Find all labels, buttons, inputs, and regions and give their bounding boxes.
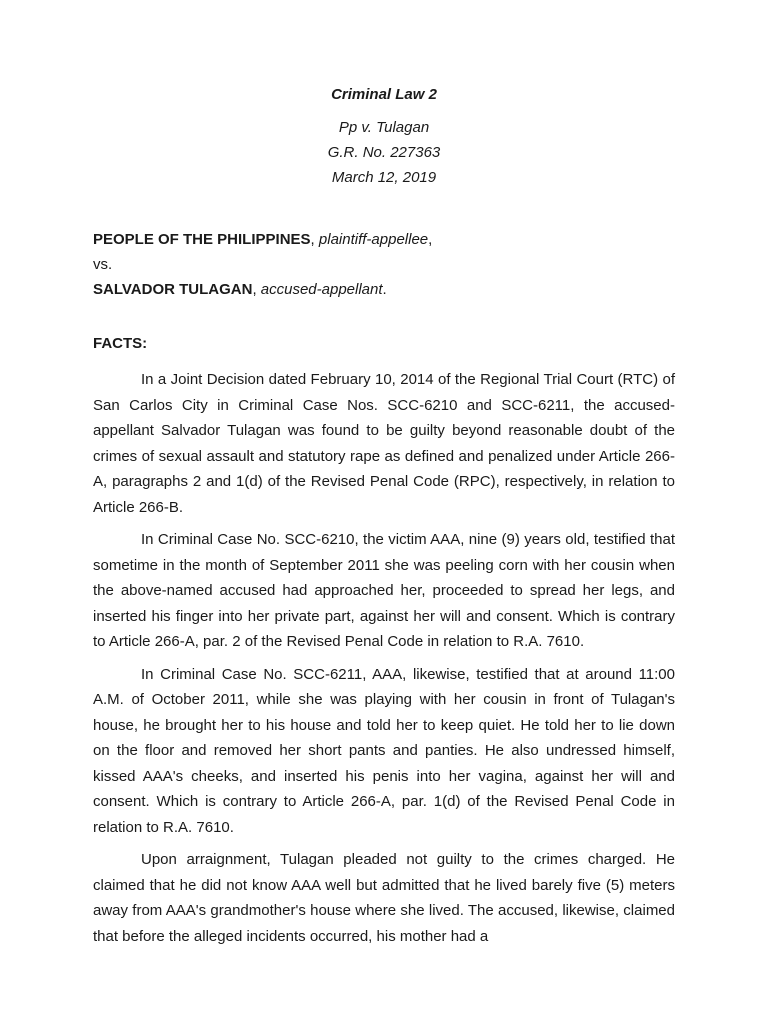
plaintiff-line [93,227,675,252]
facts-body [93,367,675,956]
plaintiff-role: plaintiff-appellee [318,231,429,248]
decision-date: March 12, 2019 [331,169,437,186]
parties-block [93,227,675,302]
plaintiff-end: , [428,231,433,248]
accused-end: . [382,281,387,298]
document-title: Criminal Law 2 [331,86,437,103]
facts-paragraph: In Criminal Case No. SCC-6210, the victim AAA, nine (9) years old, testified that sometime in the month of September 2011 she was peeling corn with her cousin when the above-named accused had approached her, proceeded to spread her legs, and inserted his finger into her private part, against her will and consent. Which is contrary to Article 266-A, par. 2 of the Revised Penal Code in relation to R.A. 7610. [93,531,675,650]
facts-heading: FACTS: [93,335,148,352]
accused-line [93,277,675,302]
gr-number: G.R. No. 227363 [327,144,441,161]
facts-paragraph: In a Joint Decision dated February 10, 2014 of the Regional Trial Court (RTC) of San Carlos City in Criminal Case Nos. SCC-6210 and SCC-6211, the accused-appellant Salvador Tulagan was found to be guilty beyond reasonable doubt of the crimes of sexual assault and statutory rape as defined and penalized under Article 266-A, paragraphs 2 and 1(d) of the Revised Penal Code (RPC), respectively, in relation to Article 266-B. [93,371,675,516]
accused-separator: , [252,281,261,298]
accused-role: accused-appellant [260,281,383,298]
accused-name: SALVADOR TULAGAN [93,281,253,298]
versus-line: vs. [93,256,113,273]
facts-paragraph: In Criminal Case No. SCC-6211, AAA, likewise, testified that at around 11:00 A.M. of October 2011, while she was playing with her cousin in front of Tulagan's house, he brought her to his house and told her to keep quiet. He told her to lie down on the floor and removed her short pants and panties. He also undressed himself, kissed AAA's cheeks, and inserted his penis into her vagina, against her will and consent. Which is contrary to Article 266-A, par. 1(d) of the Revised Penal Code in relation to R.A. 7610. [93,665,675,836]
plaintiff-name: PEOPLE OF THE PHILIPPINES [93,231,311,248]
plaintiff-separator: , [310,231,319,248]
case-title: Pp v. Tulagan [338,119,430,136]
facts-paragraph: Upon arraignment, Tulagan pleaded not guilty to the crimes charged. He claimed that he did not know AAA well but admitted that he lived barely five (5) meters away from AAA's grandmother's house where she lived. The accused, likewise, claimed that before the alleged incidents occurred, his mother had a [93,851,675,945]
